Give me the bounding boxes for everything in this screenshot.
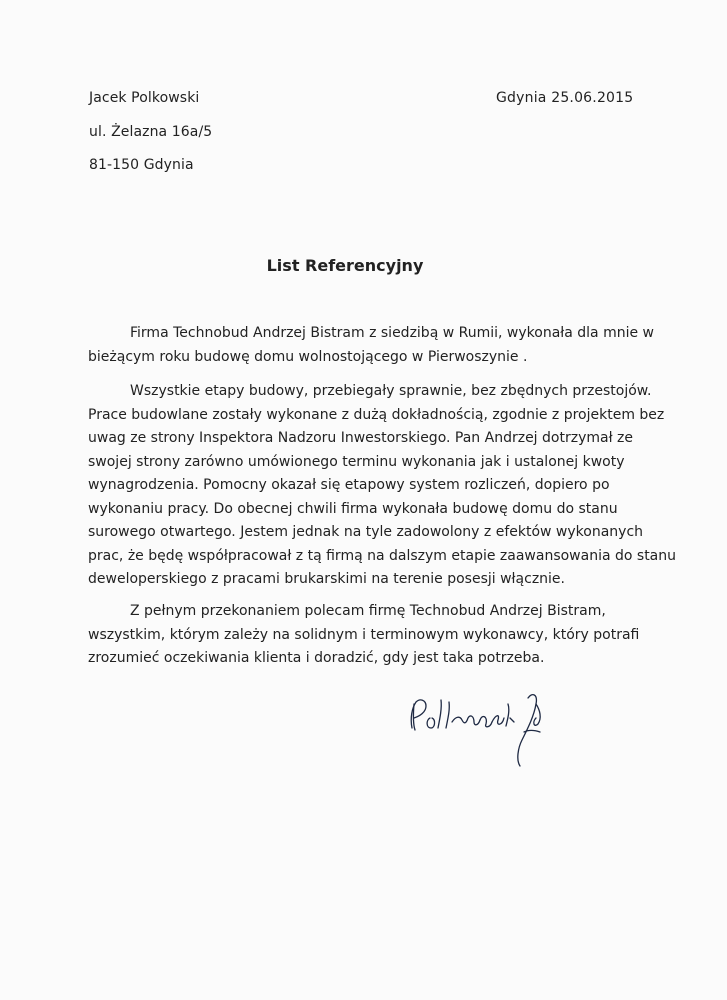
paragraph-2 xyxy=(88,380,677,592)
sender-postal-city: 81-150 Gdynia xyxy=(89,157,194,173)
paragraph-3 xyxy=(88,600,648,671)
paragraph-line: wykonaniu pracy. Do obecnej chwili firma wykonała budowę domu do stanu xyxy=(88,500,618,517)
place-date: Gdynia 25.06.2015 xyxy=(496,90,634,106)
paragraph-line: Prace budowlane zostały wykonane z dużą dokładnością, zgodnie z projektem bez xyxy=(88,406,665,423)
sender-name: Jacek Polkowski xyxy=(89,90,200,106)
paragraph-line: Firma Technobud Andrzej Bistram z siedzibą w Rumii, wykonała dla mnie w xyxy=(130,325,655,341)
paragraph-line: wszystkim, którym zależy na solidnym i terminowym wykonawcy, który potrafi xyxy=(88,626,640,643)
paragraph-line: zrozumieć oczekiwania klienta i doradzić, gdy jest taka potrzeba. xyxy=(88,650,545,666)
sender-street: ul. Żelazna 16a/5 xyxy=(89,124,213,140)
paragraph-line: prac, że będę współpracował z tą firmą na dalszym etapie zaawansowania do stanu xyxy=(88,547,677,564)
letter-title: List Referencyjny xyxy=(266,256,424,275)
paragraph-line: Wszystkie etapy budowy, przebiegały sprawnie, bez zbędnych przestojów. xyxy=(130,383,652,399)
paragraph-line: bieżącym roku budowę domu wolnostojącego w Pierwoszynie . xyxy=(88,348,528,365)
paragraph-line: uwag ze strony Inspektora Nadzoru Inwestorskiego. Pan Andrzej dotrzymał ze xyxy=(88,430,633,446)
paragraph-line: Z pełnym przekonaniem polecam firmę Technobud Andrzej Bistram, xyxy=(130,603,606,619)
paragraph-1 xyxy=(88,322,655,369)
paragraph-line: wynagrodzenia. Pomocny okazał się etapowy system rozliczeń, dopiero po xyxy=(88,477,610,493)
handwritten-signature-icon xyxy=(404,688,554,773)
paragraph-line: surowego otwartego. Jestem jednak na tyle zadowolony z efektów wykonanych xyxy=(88,524,644,540)
paragraph-line: deweloperskiego z pracami brukarskimi na terenie posesji włącznie. xyxy=(88,571,565,587)
paragraph-line: swojej strony zarówno umówionego terminu wykonania jak i ustalonej kwoty xyxy=(88,453,625,470)
